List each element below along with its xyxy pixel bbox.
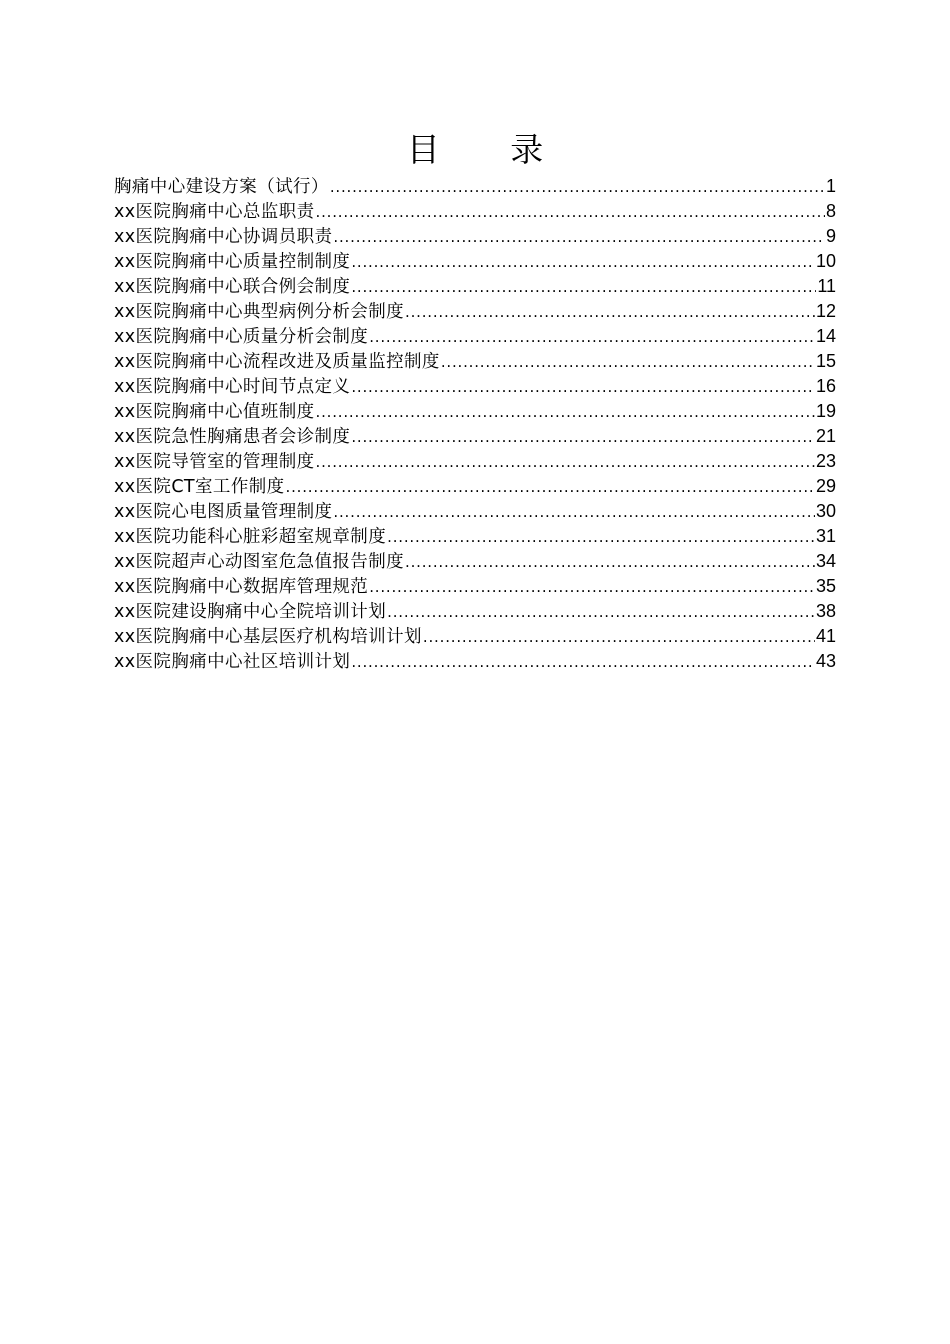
toc-leader-dots [316,400,815,425]
toc-entry-page: 9 [825,226,836,246]
toc-entry-page: 11 [817,276,836,296]
toc-entry-page: 10 [815,251,836,271]
toc-leader-dots [387,600,815,625]
toc-entry[interactable] [114,199,836,224]
toc-entry[interactable] [114,449,836,474]
toc-leader-dots [286,475,815,500]
toc-entry-label: xx医院胸痛中心基层医疗机构培训计划 [114,627,422,647]
toc-leader-dots [351,250,815,275]
toc-leader-dots [387,525,815,550]
toc-entry[interactable] [114,174,836,199]
toc-leader-dots [333,225,825,250]
toc-entry[interactable] [114,424,836,449]
toc-entry-page: 41 [815,626,836,646]
toc-entry[interactable] [114,549,836,574]
toc-leader-dots [405,550,815,575]
toc-entry-page: 23 [815,451,836,471]
toc-leader-dots [351,375,815,400]
toc-entry-label: xx医院心电图质量管理制度 [114,502,333,522]
toc-entry-page: 19 [815,401,836,421]
toc-entry-label: xx医院急性胸痛患者会诊制度 [114,427,351,447]
toc-leader-dots [441,350,815,375]
toc-entry-page: 12 [815,301,836,321]
toc-leader-dots [333,500,815,525]
toc-entry[interactable] [114,224,836,249]
toc-entry-page: 29 [815,476,836,496]
toc-list [114,174,836,674]
toc-entry-label: xx医院胸痛中心社区培训计划 [114,652,351,672]
toc-entry-label: xx医院胸痛中心联合例会制度 [114,277,351,297]
toc-entry-label: xx医院胸痛中心质量控制制度 [114,252,351,272]
toc-entry[interactable] [114,249,836,274]
toc-entry-page: 8 [825,201,836,221]
toc-entry-label: xx医院胸痛中心数据库管理规范 [114,577,369,597]
toc-entry-label: 胸痛中心建设方案（试行） [114,177,329,197]
toc-entry[interactable] [114,599,836,624]
toc-leader-dots [405,300,815,325]
toc-entry[interactable] [114,374,836,399]
toc-entry-label: xx医院胸痛中心典型病例分析会制度 [114,302,405,322]
toc-leader-dots [351,650,815,675]
toc-entry-label: xx医院胸痛中心总监职责 [114,202,315,222]
toc-entry-page: 30 [815,501,836,521]
toc-entry-page: 15 [815,351,836,371]
toc-entry-label: xx医院胸痛中心值班制度 [114,402,315,422]
toc-entry-label: xx医院胸痛中心时间节点定义 [114,377,351,397]
toc-entry-label: xx医院功能科心脏彩超室规章制度 [114,527,387,547]
toc-entry[interactable] [114,624,836,649]
toc-entry-page: 1 [825,176,836,196]
toc-entry[interactable] [114,574,836,599]
toc-entry-label: xx医院胸痛中心流程改进及质量监控制度 [114,352,440,372]
toc-entry-label: xx医院胸痛中心质量分析会制度 [114,327,369,347]
toc-leader-dots [351,275,816,300]
toc-entry-label: xx医院超声心动图室危急值报告制度 [114,552,405,572]
toc-leader-dots [369,325,815,350]
toc-entry[interactable] [114,524,836,549]
toc-entry-label: xx医院CT室工作制度 [114,477,285,497]
toc-entry[interactable] [114,324,836,349]
toc-entry-page: 21 [815,426,836,446]
toc-entry-page: 14 [815,326,836,346]
toc-leader-dots [316,200,825,225]
toc-entry-page: 43 [815,651,836,671]
toc-leader-dots [316,450,815,475]
toc-entry-page: 38 [815,601,836,621]
toc-entry-page: 34 [815,551,836,571]
toc-entry[interactable] [114,349,836,374]
toc-entry[interactable] [114,299,836,324]
toc-leader-dots [369,575,815,600]
toc-entry-page: 16 [815,376,836,396]
toc-entry-page: 31 [815,526,836,546]
toc-leader-dots [330,175,825,200]
toc-entry[interactable] [114,399,836,424]
toc-entry-label: xx医院导管室的管理制度 [114,452,315,472]
toc-entry-label: xx医院建设胸痛中心全院培训计划 [114,602,387,622]
toc-leader-dots [423,625,815,650]
toc-entry-page: 35 [815,576,836,596]
toc-entry[interactable] [114,474,836,499]
toc-entry[interactable] [114,499,836,524]
toc-title: 目 录 [406,130,574,169]
toc-entry-label: xx医院胸痛中心协调员职责 [114,227,333,247]
toc-leader-dots [351,425,815,450]
toc-entry[interactable] [114,649,836,674]
toc-entry[interactable] [114,274,836,299]
